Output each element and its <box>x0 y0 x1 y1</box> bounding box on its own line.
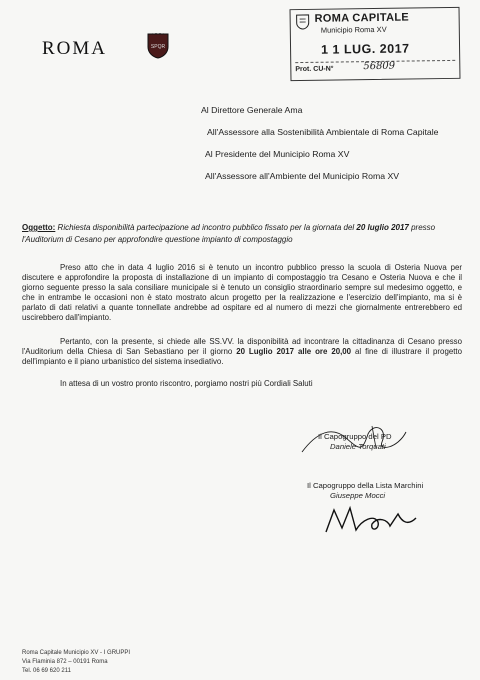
subject-line <box>22 222 462 246</box>
shield-letters: SPQR <box>150 44 166 50</box>
closing-line: In attesa di un vostro pronto riscontro, porgiamo nostri più Cordiali Saluti <box>60 379 313 388</box>
stamp-date: 1 1 LUG. 2017 <box>320 41 410 57</box>
body-paragraph-2 <box>22 337 462 367</box>
subject-label: Oggetto: <box>22 223 56 232</box>
subject-date: 20 luglio 2017 <box>356 223 409 232</box>
signature-1-role: Il Capogruppo del PD <box>318 432 392 441</box>
recipient-4: All'Assessore all'Ambiente del Municipio Roma XV <box>205 171 400 181</box>
roma-shield-icon <box>146 33 170 59</box>
stamp-emblem-icon <box>296 14 310 30</box>
signature-1-handwriting <box>292 418 412 463</box>
footer-address <box>22 649 130 676</box>
signature-2-name: Giuseppe Mocci <box>330 491 386 500</box>
recipient-3: Al Presidente del Municipio Roma XV <box>205 149 350 159</box>
body-p2-date: 20 Luglio 2017 alle ore 20,00 <box>236 347 352 357</box>
footer-line-3: Tel. 06 69 620 211 <box>22 668 71 674</box>
subject-text-a: Richiesta disponibilità partecipazione ad incontro pubblico fissato per la giornata del <box>55 223 357 232</box>
body-paragraph-1: Preso atto che in data 4 luglio 2016 si è tenuto un incontro pubblico presso la scuola di Osteria Nuova per discutere e approfondire la proposta di installazione di un impianto di compostaggio tra Cesano e Osteria Nuova e che il giorno seguente presso la sala consiliare municipale si è tenuto un consiglio straordinario sempre sul medesimo oggetto, e che in entrambe le occasioni non è stato mostrato alcun progetto per la realizzazione e l'esercizio dell'impianto, ma si è parlato di dati relativi a quante tonnellate andrebbe ad ospitare ed al numero di mezzi che giornalmente entrerebbero ed uscirebbero dall'impianto. <box>22 263 462 323</box>
recipient-2: All'Assessore alla Sostenibilità Ambientale di Roma Capitale <box>207 127 439 137</box>
signature-1-name: Daniele Torquati <box>330 442 386 451</box>
recipient-1: Al Direttore Generale Ama <box>201 105 303 115</box>
subject-text-b: presso l'Auditorium di Cesano per approfondire questione impianto di compostaggio <box>22 223 436 244</box>
footer-line-1: Roma Capitale Municipio XV - I GRUPPI <box>22 650 131 656</box>
body-p2-text-a: Pertanto, con la presente, si chiede alle SS.VV. la disponibilità ad incontrare la cittadinanza di Cesano presso l'Auditorium della Chiesa di San Sebastiano per il giorno <box>22 337 462 357</box>
stamp-title: ROMA CAPITALE <box>314 11 410 25</box>
signature-2-handwriting <box>322 500 422 540</box>
footer-line-2: Via Flaminia 872 – 00191 Roma <box>22 659 108 665</box>
stamp-subtitle: Municipio Roma XV <box>320 24 387 35</box>
signature-2-role: Il Capogruppo della Lista Marchini <box>307 481 424 490</box>
stamp-protocol-label: Prot. CU-N° <box>295 65 334 74</box>
protocol-stamp <box>290 7 461 81</box>
stamp-protocol-number: 56809 <box>363 60 396 73</box>
roma-logo-text: ROMA <box>42 38 108 59</box>
body-p2-text-b: al fine di illustrare il progetto dell'impianto e il piano urbanistico del sistema insediativo. <box>22 347 463 367</box>
